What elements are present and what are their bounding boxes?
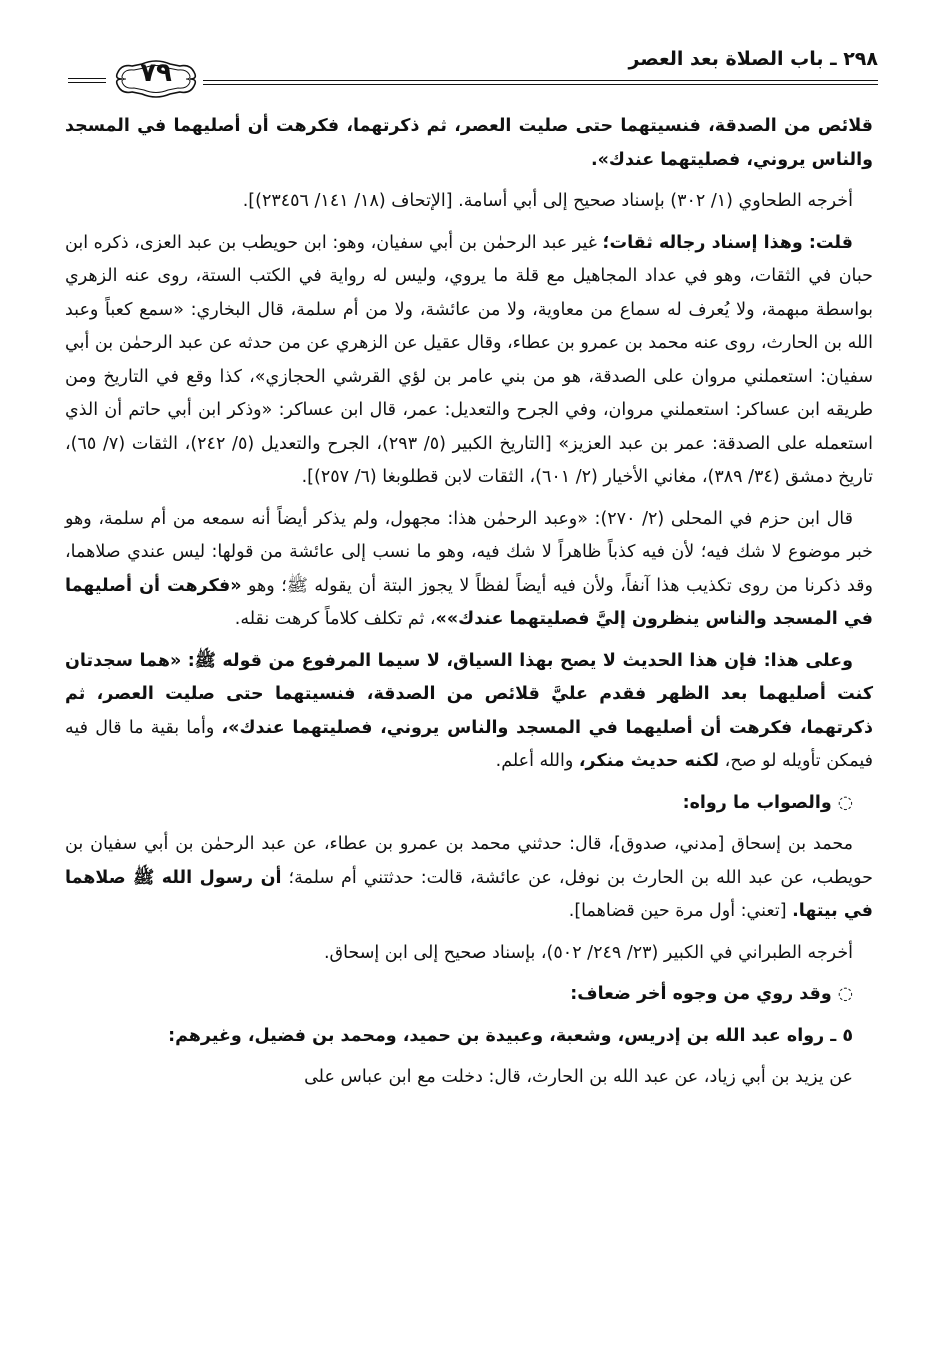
circle-bullet-icon: ◌ (837, 792, 853, 813)
paragraph-text: محمد بن إسحاق [مدني، صدوق]، قال: حدثني محمد بن عمرو بن عطاء، عن عبد الرحمٰن بن أبي سفيان بن حويطب، عن عبد الله بن الحارث بن نوفل، عن عائشة، قالت: حدثتني أم سلمة؛ (65, 834, 873, 888)
paragraph-text: وقد روي من وجوه أخر ضعاف: (570, 984, 832, 1004)
paragraph-text: قلائص من الصدقة، فنسيتهما حتى صليت العصر، ثم ذكرتهما، فكرهت أن أصليهما في المسجد والناس يروني، فصليتهما عندك». (65, 116, 873, 170)
paragraph-9 (65, 978, 873, 1012)
paragraph-6 (65, 787, 873, 821)
paragraph-end: ، ثم تكلف كلاماً كرهت نقله. (234, 609, 436, 629)
paragraph-4 (65, 503, 873, 637)
paragraph-lead: قلت: وهذا إسناد رجاله ثقات؛ (602, 232, 853, 253)
paragraph-7 (65, 828, 873, 929)
paragraph-lead: وعلى هذا: فإن هذا الحديث لا يصح بهذا السياق، لا سيما المرفوع من قوله ﷺ: «هما سجدتان كنت أصليهما بعد الظهر فقدم عليَّ قلائص من الصدقة، فنسيتهما حتى صليت العصر، ثم ذكرتهما، فكرهت أن أصليهما في المسجد والناس يروني، فصليتهما عندك»، (65, 650, 873, 738)
paragraph-text: ٥ ـ رواه عبد الله بن إدريس، وشعبة، وعبيدة بن حميد، ومحمد بن فضيل، وغيرهم: (168, 1025, 853, 1046)
page-body (65, 110, 873, 1103)
page-number: ٧٩ (140, 58, 172, 88)
paragraph-3 (65, 227, 873, 495)
paragraph-text: والصواب ما رواه: (682, 792, 832, 813)
header-rule-left (68, 78, 106, 83)
paragraph-text: قال ابن حزم في المحلى (٢/ ٢٧٠): «وعبد الرحمٰن هذا: مجهول، ولم يذكر أيضاً أنه سمعه من أم سلمة، وهو خبر موضوع لا شك فيه؛ لأن فيه كذباً ظاهراً لا شك فيه، وهو ما نسب إلى عائشة من قولها: ليس عندي صلاهما، وقد ذكرنا من روى تكذيب هذا آنفاً، ولأن فيه أيضاً لفظاً لا يجوز البتة أن يقوله ﷺ؛ وهو (65, 508, 873, 596)
page-header (68, 40, 878, 94)
paragraph-11 (65, 1061, 873, 1095)
paragraph-bold-tail: أن رسول الله ﷺ صلاهما في بيتها. (65, 867, 873, 921)
paragraph-5 (65, 645, 873, 779)
paragraph-bold-tail: «فكرهت أن أصليهما في المسجد والناس ينظرون إليَّ فصليتهما عندك»» (65, 575, 873, 629)
running-title: ٢٩٨ ـ باب الصلاة بعد العصر (628, 48, 878, 70)
paragraph-text: غير عبد الرحمٰن بن أبي سفيان، وهو: ابن حويطب بن عبد العزى، ذكره ابن حبان في الثقات، وهو في عداد المجاهيل مع قلة ما يروي، وليس له رواية في الكتب الستة، روى عنه الزهري بواسطة مبهمة، ولا يُعرف له سماع من معاوية، ولا من عائشة، ولا من أم سلمة، قال البخاري: «سمع كعباً وعبد الله بن الحارث، روى عنه محمد بن عمرو بن عطاء، وقال عقيل عن الزهري عن من حدثه عن عبد الرحمٰن بن أبي سفيان: استعملني مروان على الصدقة، هو من بني عامر بن لؤي القرشي الحجازي»، كذا وقع في التاريخ ومن طريقه ابن عساكر: استعملني مروان، وفي الجرح والتعديل: عمر، قال ابن عساكر: «وذكر ابن أبي حاتم أن الذي استعمله على الصدقة: عمر بن عبد العزيز» [التاريخ الكبير (٥/ ٢٩٣)، الجرح والتعديل (٥/ ٢٤٢)، الثقات (٧/ ٦٥)، تاريخ دمشق (٣٤/ ٣٨٩)، مغاني الأخيار (٢/ ٦٠١)، الثقات لابن قطلوبغا (٦/ ٢٥٧)]. (65, 232, 873, 487)
paragraph-text: وأما بقية ما قال فيه فيمكن تأويله لو صح، (65, 717, 873, 771)
paragraph-text: أخرجه الطبراني في الكبير (٢٣/ ٢٤٩/ ٥٠٢)، بإسناد صحيح إلى ابن إسحاق. (323, 942, 853, 963)
page-number-ornament-icon (112, 54, 200, 104)
header-rule (203, 80, 878, 85)
paragraph-text: أخرجه الطحاوي (١/ ٣٠٢) بإسناد صحيح إلى أبي أسامة. [الإتحاف (١٨/ ١٤١/ ٢٣٤٥٦)]. (242, 191, 853, 211)
circle-bullet-icon: ◌ (837, 984, 853, 1004)
paragraph-1 (65, 110, 873, 177)
paragraph-8 (65, 937, 873, 971)
paragraph-text: عن يزيد بن أبي زياد، عن عبد الله بن الحارث، قال: دخلت مع ابن عباس على (304, 1067, 853, 1087)
paragraph-2 (65, 185, 873, 219)
paragraph-bold-tail: لكنه حديث منكر، (578, 751, 720, 771)
paragraph-end: [تعني: أول مرة حين قضاهما]. (568, 901, 793, 921)
paragraph-10 (65, 1020, 873, 1054)
paragraph-end: والله أعلم. (495, 751, 579, 771)
